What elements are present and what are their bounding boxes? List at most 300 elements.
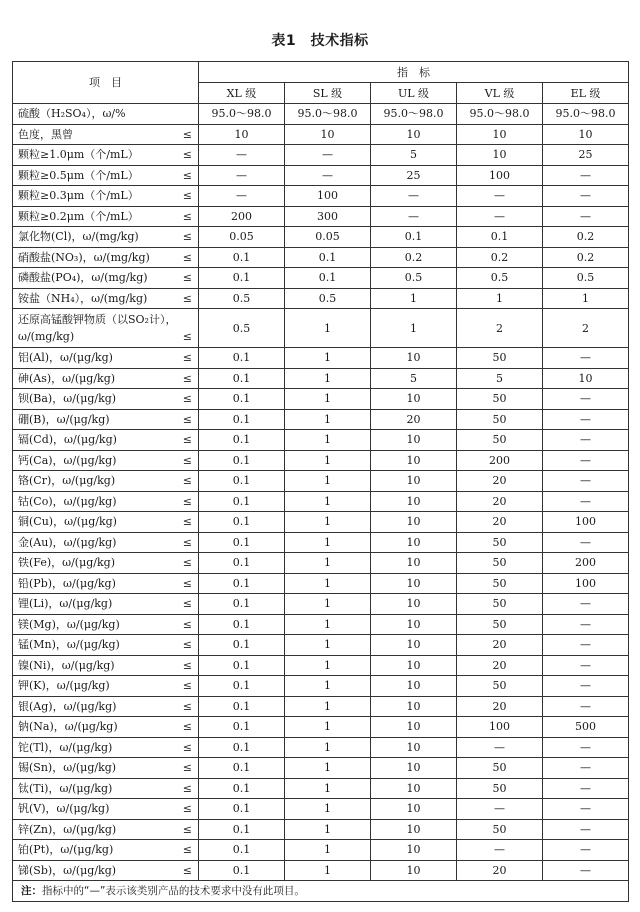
- item-label: 铂(Pt)，ω/(μg/kg): [18, 843, 114, 857]
- value-cell: 1: [285, 348, 371, 369]
- item-label: 铁(Fe)，ω/(μg/kg): [18, 556, 115, 570]
- value-cell: 0.1: [199, 471, 285, 492]
- item-label: 镍(Ni)，ω/(μg/kg): [18, 658, 115, 672]
- value-cell: 0.5: [543, 268, 629, 289]
- item-label: 颗粒≥1.0μm（个/mL）: [18, 148, 139, 162]
- value-cell: 0.1: [199, 696, 285, 717]
- value-cell: 100: [543, 512, 629, 533]
- value-cell: 50: [457, 553, 543, 574]
- value-cell: 5: [371, 368, 457, 389]
- item-cell: [13, 186, 199, 207]
- item-cell: [13, 512, 199, 533]
- item-label: 镉(Cd)，ω/(μg/kg): [18, 433, 117, 447]
- value-cell: 1: [285, 614, 371, 635]
- value-cell: 1: [285, 368, 371, 389]
- value-cell: 0.1: [199, 614, 285, 635]
- value-cell: 10: [371, 778, 457, 799]
- item-cell: [13, 145, 199, 166]
- value-cell: 0.1: [199, 430, 285, 451]
- le-symbol: ≤: [182, 617, 192, 631]
- item-label: 钡(Ba)，ω/(μg/kg): [18, 392, 117, 406]
- le-symbol: ≤: [182, 230, 192, 244]
- value-cell: —: [543, 471, 629, 492]
- le-symbol: ≤: [182, 148, 192, 162]
- item-label: 硝酸盐(NO₃)，ω/(mg/kg): [18, 250, 150, 264]
- value-cell: 0.2: [543, 247, 629, 268]
- item-label: 氯化物(Cl)，ω/(mg/kg): [18, 230, 139, 244]
- item-label: 铅(Pb)，ω/(μg/kg): [18, 576, 116, 590]
- table-header: [13, 62, 629, 104]
- value-cell: 1: [285, 409, 371, 430]
- item-cell: [13, 104, 199, 125]
- value-cell: 0.1: [199, 368, 285, 389]
- value-cell: 10: [371, 758, 457, 779]
- item-cell: [13, 696, 199, 717]
- value-cell: 1: [285, 430, 371, 451]
- table-row: [13, 348, 629, 369]
- value-cell: 10: [371, 655, 457, 676]
- le-symbol: ≤: [182, 250, 192, 264]
- grade-header-3: VL 级: [457, 83, 543, 104]
- item-label: 钾(K)，ω/(μg/kg): [18, 679, 110, 693]
- item-label: 铝(Al)，ω/(μg/kg): [18, 351, 113, 365]
- table-row: [13, 573, 629, 594]
- value-cell: 50: [457, 348, 543, 369]
- value-cell: —: [199, 165, 285, 186]
- grade-header-4: EL 级: [543, 83, 629, 104]
- value-cell: 0.1: [199, 635, 285, 656]
- le-symbol: ≤: [182, 412, 192, 426]
- value-cell: 0.5: [457, 268, 543, 289]
- table-row: [13, 532, 629, 553]
- value-cell: 10: [371, 348, 457, 369]
- item-cell: [13, 614, 199, 635]
- item-label: 锑(Sb)，ω/(μg/kg): [18, 863, 117, 877]
- value-cell: —: [371, 186, 457, 207]
- value-cell: 20: [457, 696, 543, 717]
- table-row: [13, 389, 629, 410]
- table-row: [13, 860, 629, 881]
- value-cell: —: [543, 655, 629, 676]
- table-row: [13, 268, 629, 289]
- value-cell: 1: [285, 573, 371, 594]
- le-symbol: ≤: [182, 392, 192, 406]
- item-cell: [13, 247, 199, 268]
- value-cell: 50: [457, 778, 543, 799]
- item-cell: [13, 450, 199, 471]
- le-symbol: ≤: [182, 515, 192, 529]
- value-cell: 0.1: [199, 778, 285, 799]
- value-cell: 20: [371, 409, 457, 430]
- le-symbol: ≤: [182, 761, 192, 775]
- le-symbol: ≤: [182, 822, 192, 836]
- value-cell: —: [543, 799, 629, 820]
- le-symbol: ≤: [182, 843, 192, 857]
- item-label: 硼(B)，ω/(μg/kg): [18, 412, 110, 426]
- item-label: 还原高锰酸钾物质（以SO₂计），ω/(mg/kg): [18, 313, 177, 343]
- value-cell: 200: [543, 553, 629, 574]
- le-symbol: ≤: [182, 781, 192, 795]
- value-cell: 0.5: [285, 288, 371, 309]
- table-row: [13, 471, 629, 492]
- value-cell: 1: [371, 309, 457, 348]
- table-row: [13, 819, 629, 840]
- table-row: [13, 450, 629, 471]
- value-cell: 0.1: [199, 268, 285, 289]
- value-cell: 10: [371, 450, 457, 471]
- value-cell: 0.5: [199, 288, 285, 309]
- le-symbol: ≤: [182, 638, 192, 652]
- value-cell: 50: [457, 573, 543, 594]
- value-cell: 1: [285, 655, 371, 676]
- le-symbol: ≤: [182, 720, 192, 734]
- le-symbol: ≤: [182, 209, 192, 223]
- value-cell: 1: [371, 288, 457, 309]
- value-cell: 20: [457, 471, 543, 492]
- item-cell: [13, 348, 199, 369]
- item-cell: [13, 309, 199, 348]
- value-cell: 0.2: [543, 227, 629, 248]
- item-label: 镁(Mg)，ω/(μg/kg): [18, 617, 120, 631]
- item-label: 锂(Li)，ω/(μg/kg): [18, 597, 113, 611]
- value-cell: —: [543, 165, 629, 186]
- value-cell: 10: [543, 368, 629, 389]
- value-cell: 100: [285, 186, 371, 207]
- value-cell: —: [285, 165, 371, 186]
- value-cell: —: [543, 409, 629, 430]
- value-cell: 1: [285, 309, 371, 348]
- value-cell: 1: [285, 676, 371, 697]
- le-symbol: ≤: [182, 330, 192, 343]
- value-cell: 1: [285, 450, 371, 471]
- value-cell: 0.1: [199, 532, 285, 553]
- table-row: [13, 614, 629, 635]
- value-cell: 10: [371, 389, 457, 410]
- item-cell: [13, 860, 199, 881]
- value-cell: 10: [371, 553, 457, 574]
- le-symbol: ≤: [182, 740, 192, 754]
- value-cell: 10: [371, 860, 457, 881]
- value-cell: —: [457, 799, 543, 820]
- item-cell: [13, 471, 199, 492]
- item-label: 硫酸（H₂SO₄），ω/%: [18, 107, 126, 121]
- le-symbol: ≤: [182, 679, 192, 693]
- table-row: [13, 186, 629, 207]
- value-cell: —: [371, 206, 457, 227]
- item-cell: [13, 165, 199, 186]
- table-row: [13, 676, 629, 697]
- item-cell: [13, 655, 199, 676]
- value-cell: 20: [457, 635, 543, 656]
- value-cell: 0.1: [199, 409, 285, 430]
- value-cell: 50: [457, 594, 543, 615]
- value-cell: 0.1: [199, 840, 285, 861]
- value-cell: 2: [457, 309, 543, 348]
- value-cell: 0.1: [199, 553, 285, 574]
- value-cell: —: [543, 186, 629, 207]
- value-cell: 50: [457, 430, 543, 451]
- le-symbol: ≤: [182, 433, 192, 447]
- value-cell: 10: [371, 696, 457, 717]
- table-row: [13, 491, 629, 512]
- le-symbol: ≤: [182, 371, 192, 385]
- table-row: [13, 430, 629, 451]
- table-row: [13, 124, 629, 145]
- value-cell: 2: [543, 309, 629, 348]
- value-cell: 0.1: [199, 819, 285, 840]
- value-cell: 10: [457, 145, 543, 166]
- item-label: 铵盐（NH₄），ω/(mg/kg): [18, 291, 148, 305]
- le-symbol: ≤: [182, 863, 192, 877]
- item-cell: [13, 573, 199, 594]
- table-row: [13, 758, 629, 779]
- value-cell: 500: [543, 717, 629, 738]
- item-cell: [13, 227, 199, 248]
- value-cell: 1: [285, 512, 371, 533]
- value-cell: 1: [285, 737, 371, 758]
- table-row: [13, 288, 629, 309]
- item-label: 颗粒≥0.2μm（个/mL）: [18, 209, 139, 223]
- table-row: [13, 368, 629, 389]
- value-cell: 0.1: [285, 268, 371, 289]
- value-cell: —: [543, 491, 629, 512]
- value-cell: 10: [371, 614, 457, 635]
- value-cell: 20: [457, 655, 543, 676]
- table-row: [13, 409, 629, 430]
- value-cell: 10: [371, 737, 457, 758]
- item-cell: [13, 778, 199, 799]
- value-cell: 95.0～98.0: [285, 104, 371, 125]
- value-cell: 50: [457, 409, 543, 430]
- value-cell: 0.1: [199, 348, 285, 369]
- value-cell: 50: [457, 676, 543, 697]
- table-row: [13, 635, 629, 656]
- value-cell: —: [285, 145, 371, 166]
- item-cell: [13, 288, 199, 309]
- value-cell: 100: [543, 573, 629, 594]
- value-cell: 0.1: [285, 247, 371, 268]
- value-cell: 1: [285, 758, 371, 779]
- value-cell: 1: [285, 840, 371, 861]
- table-row: [13, 737, 629, 758]
- table-row: [13, 512, 629, 533]
- value-cell: 50: [457, 819, 543, 840]
- value-cell: 10: [371, 573, 457, 594]
- value-cell: 0.1: [199, 676, 285, 697]
- item-label: 铬(Cr)，ω/(μg/kg): [18, 474, 116, 488]
- le-symbol: ≤: [182, 576, 192, 590]
- value-cell: 10: [371, 430, 457, 451]
- item-cell: [13, 124, 199, 145]
- table-body: [13, 104, 629, 881]
- value-cell: 50: [457, 758, 543, 779]
- le-symbol: ≤: [182, 168, 192, 182]
- value-cell: —: [543, 676, 629, 697]
- value-cell: 1: [285, 717, 371, 738]
- item-cell: [13, 758, 199, 779]
- value-cell: 0.1: [199, 799, 285, 820]
- item-cell: [13, 799, 199, 820]
- value-cell: 0.1: [457, 227, 543, 248]
- le-symbol: ≤: [182, 658, 192, 672]
- item-cell: [13, 206, 199, 227]
- table-row: [13, 717, 629, 738]
- value-cell: 0.1: [199, 573, 285, 594]
- value-cell: 0.1: [199, 512, 285, 533]
- item-cell: [13, 635, 199, 656]
- le-symbol: ≤: [182, 699, 192, 713]
- le-symbol: ≤: [182, 271, 192, 285]
- item-label: 钛(Ti)，ω/(μg/kg): [18, 781, 113, 795]
- value-cell: 0.1: [199, 491, 285, 512]
- value-cell: 0.5: [371, 268, 457, 289]
- item-cell: [13, 717, 199, 738]
- value-cell: —: [543, 450, 629, 471]
- value-cell: 5: [371, 145, 457, 166]
- item-cell: [13, 553, 199, 574]
- value-cell: —: [199, 145, 285, 166]
- item-label: 钒(V)，ω/(μg/kg): [18, 802, 110, 816]
- value-cell: 10: [543, 124, 629, 145]
- table-row: [13, 696, 629, 717]
- item-label: 颗粒≥0.3μm（个/mL）: [18, 189, 139, 203]
- le-symbol: ≤: [182, 474, 192, 488]
- value-cell: 0.1: [199, 247, 285, 268]
- value-cell: 1: [285, 532, 371, 553]
- value-cell: 20: [457, 512, 543, 533]
- value-cell: 10: [199, 124, 285, 145]
- value-cell: 10: [371, 512, 457, 533]
- item-cell: [13, 532, 199, 553]
- item-label: 金(Au)，ω/(μg/kg): [18, 535, 117, 549]
- grade-header-2: UL 级: [371, 83, 457, 104]
- value-cell: 1: [285, 860, 371, 881]
- table-row: [13, 165, 629, 186]
- value-cell: 10: [371, 840, 457, 861]
- table-note: [13, 881, 629, 902]
- value-cell: 0.05: [199, 227, 285, 248]
- le-symbol: ≤: [182, 597, 192, 611]
- grade-header-0: XL 级: [199, 83, 285, 104]
- item-label: 磷酸盐(PO₄)，ω/(mg/kg): [18, 271, 148, 285]
- value-cell: 95.0～98.0: [457, 104, 543, 125]
- value-cell: 10: [371, 594, 457, 615]
- le-symbol: ≤: [182, 127, 192, 141]
- value-cell: 10: [371, 717, 457, 738]
- item-label: 钠(Na)，ω/(μg/kg): [18, 720, 118, 734]
- value-cell: 20: [457, 491, 543, 512]
- table-row: [13, 309, 629, 348]
- value-cell: 1: [285, 389, 371, 410]
- table-row: [13, 840, 629, 861]
- item-label: 钴(Co)，ω/(μg/kg): [18, 494, 117, 508]
- value-cell: 95.0～98.0: [199, 104, 285, 125]
- value-cell: 1: [285, 778, 371, 799]
- item-cell: [13, 840, 199, 861]
- table-row: [13, 655, 629, 676]
- item-label: 色度，黑曾: [18, 127, 73, 141]
- value-cell: 300: [285, 206, 371, 227]
- item-cell: [13, 409, 199, 430]
- value-cell: —: [457, 206, 543, 227]
- value-cell: 1: [285, 553, 371, 574]
- value-cell: 10: [371, 676, 457, 697]
- value-cell: —: [457, 840, 543, 861]
- item-cell: [13, 430, 199, 451]
- value-cell: 0.1: [199, 655, 285, 676]
- technical-spec-table: [12, 61, 629, 902]
- value-cell: 10: [371, 471, 457, 492]
- value-cell: —: [543, 819, 629, 840]
- value-cell: 10: [371, 491, 457, 512]
- value-cell: 100: [457, 165, 543, 186]
- le-symbol: ≤: [182, 189, 192, 203]
- value-cell: 1: [285, 471, 371, 492]
- item-label: 银(Ag)，ω/(μg/kg): [18, 699, 117, 713]
- value-cell: —: [543, 348, 629, 369]
- value-cell: 1: [285, 594, 371, 615]
- value-cell: 95.0～98.0: [371, 104, 457, 125]
- le-symbol: ≤: [182, 556, 192, 570]
- value-cell: 0.1: [199, 737, 285, 758]
- note-text: 指标中的“—”表示该类别产品的技术要求中没有此项目。: [42, 884, 305, 897]
- value-cell: —: [543, 206, 629, 227]
- item-cell: [13, 368, 199, 389]
- value-cell: 0.1: [199, 717, 285, 738]
- value-cell: 10: [371, 799, 457, 820]
- value-cell: —: [543, 860, 629, 881]
- value-cell: 100: [457, 717, 543, 738]
- table-row: [13, 247, 629, 268]
- value-cell: 1: [285, 799, 371, 820]
- item-label: 颗粒≥0.5μm（个/mL）: [18, 168, 139, 182]
- item-cell: [13, 491, 199, 512]
- table-row: [13, 553, 629, 574]
- item-cell: [13, 737, 199, 758]
- value-cell: 0.1: [199, 594, 285, 615]
- indicator-column-header: 指 标: [199, 62, 629, 83]
- table-caption: 表1 技术指标: [271, 33, 369, 49]
- value-cell: 95.0～98.0: [543, 104, 629, 125]
- value-cell: 200: [199, 206, 285, 227]
- value-cell: 0.1: [371, 227, 457, 248]
- item-label: 钙(Ca)，ω/(μg/kg): [18, 453, 117, 467]
- value-cell: 0.1: [199, 758, 285, 779]
- item-cell: [13, 268, 199, 289]
- value-cell: —: [543, 614, 629, 635]
- value-cell: —: [543, 758, 629, 779]
- le-symbol: ≤: [182, 535, 192, 549]
- value-cell: 0.1: [199, 450, 285, 471]
- value-cell: —: [543, 635, 629, 656]
- item-cell: [13, 676, 199, 697]
- value-cell: —: [543, 696, 629, 717]
- item-label: 铊(Tl)，ω/(μg/kg): [18, 740, 113, 754]
- value-cell: 10: [371, 635, 457, 656]
- value-cell: —: [199, 186, 285, 207]
- value-cell: 1: [457, 288, 543, 309]
- value-cell: —: [543, 532, 629, 553]
- item-label: 锰(Mn)，ω/(μg/kg): [18, 638, 120, 652]
- le-symbol: ≤: [182, 453, 192, 467]
- item-cell: [13, 594, 199, 615]
- value-cell: 50: [457, 389, 543, 410]
- table-row: [13, 104, 629, 125]
- value-cell: 200: [457, 450, 543, 471]
- table-row: [13, 206, 629, 227]
- value-cell: 50: [457, 614, 543, 635]
- value-cell: 0.05: [285, 227, 371, 248]
